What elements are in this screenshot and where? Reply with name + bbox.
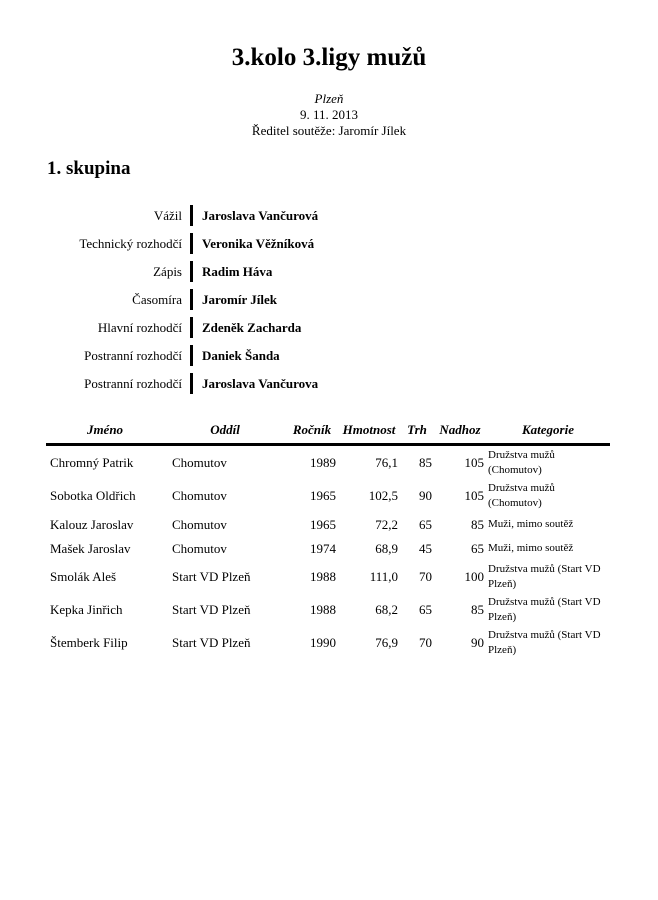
results-table [46,420,610,659]
col-header-year: Ročník [286,420,338,445]
official-role: Technický rozhodčí [79,236,182,251]
cell-weight: 68,2 [375,602,398,617]
cell-clean-jerk: 65 [471,540,484,556]
col-header-name: Jméno [46,420,164,445]
city: Plzeň [314,91,344,106]
cell-club: Start VD Plzeň [172,602,251,617]
table-row [46,512,610,536]
table-header-row [46,420,610,445]
table-row [46,593,610,626]
officials-list [0,204,658,400]
table-row [46,626,610,659]
cell-year: 1988 [310,569,336,584]
cell-year: 1974 [310,540,336,556]
official-row [0,316,658,344]
cell-club: Start VD Plzeň [172,569,251,584]
cell-snatch: 70 [419,569,432,584]
divider-bar [190,261,193,282]
official-role: Postranní rozhodčí [84,348,182,363]
official-role: Hlavní rozhodčí [97,320,182,335]
group-title: 1. skupina [47,158,131,179]
official-row [0,344,658,372]
col-header-clean-jerk: Nadhoz [434,420,486,445]
cell-clean-jerk: 90 [471,635,484,650]
official-row [0,260,658,288]
cell-year: 1988 [310,602,336,617]
cell-weight: 68,9 [375,540,398,556]
cell-weight: 76,9 [375,635,398,650]
cell-weight: 102,5 [368,488,398,503]
col-header-snatch: Trh [400,420,434,445]
cell-clean-jerk: 100 [464,569,484,584]
cell-club: Chomutov [172,455,227,470]
table-row [46,536,610,560]
official-row [0,372,658,400]
cell-category: Družstva mužů (Start VD Plzeň) [488,628,601,656]
cell-category: Družstva mužů (Start VD Plzeň) [488,595,601,623]
table-row [46,560,610,593]
cell-category: Družstva mužů (Chomutov) [488,481,555,509]
cell-snatch: 90 [419,488,432,503]
cell-weight: 72,2 [375,516,398,532]
meta-block [0,91,658,139]
cell-name: Kepka Jinřich [50,602,123,617]
cell-club: Start VD Plzeň [172,635,251,650]
official-row [0,288,658,316]
divider-bar [190,345,193,366]
col-header-category: Kategorie [486,420,610,445]
divider-bar [190,289,193,310]
official-name: Veronika Věžníková [202,236,315,251]
col-header-club: Oddíl [164,420,286,445]
cell-year: 1989 [310,455,336,470]
cell-name: Smolák Aleš [50,569,117,584]
cell-category: Družstva mužů (Start VD Plzeň) [488,562,601,590]
cell-club: Chomutov [172,540,227,556]
cell-clean-jerk: 105 [464,488,484,503]
date: 9. 11. 2013 [299,107,359,122]
divider-bar [190,205,193,226]
official-role: Vážil [153,208,182,223]
divider-bar [190,317,193,338]
page-title: 3.kolo 3.ligy mužů [231,44,427,71]
cell-snatch: 45 [419,540,432,556]
official-name: Jaroslava Vančurová [202,208,319,223]
official-role: Časomíra [132,292,182,307]
cell-category: Družstva mužů (Chomutov) [488,448,555,476]
official-role: Postranní rozhodčí [84,376,182,391]
table-row [46,445,610,480]
official-role: Zápis [153,264,182,279]
divider-bar [190,373,193,394]
official-name: Jaroslava Vančurova [202,376,319,391]
col-header-weight: Hmotnost [338,420,400,445]
divider-bar [190,233,193,254]
cell-snatch: 70 [419,635,432,650]
official-name: Jaromír Jílek [202,292,277,307]
cell-club: Chomutov [172,516,227,532]
cell-clean-jerk: 85 [471,602,484,617]
cell-clean-jerk: 105 [464,455,484,470]
cell-snatch: 85 [419,455,432,470]
official-name: Zdeněk Zacharda [202,320,302,335]
cell-category: Muži, mimo soutěž [488,541,574,554]
official-name: Daniek Šanda [202,348,280,363]
competition-director: Ředitel soutěže: Jaromír Jílek [251,123,407,138]
cell-name: Chromný Patrik [50,455,134,470]
cell-year: 1990 [310,635,336,650]
cell-weight: 76,1 [375,455,398,470]
cell-weight: 111,0 [369,569,398,584]
official-name: Radim Háva [202,264,273,279]
cell-name: Kalouz Jaroslav [50,516,134,532]
cell-clean-jerk: 85 [471,516,484,532]
cell-year: 1965 [310,488,336,503]
official-row [0,232,658,260]
cell-snatch: 65 [419,516,432,532]
cell-snatch: 65 [419,602,432,617]
cell-name: Štemberk Filip [50,635,128,650]
official-row [0,204,658,232]
cell-club: Chomutov [172,488,227,503]
cell-name: Mašek Jaroslav [50,540,131,556]
table-row [46,479,610,512]
cell-category: Muži, mimo soutěž [488,517,574,530]
cell-year: 1965 [310,516,336,532]
cell-name: Sobotka Oldřich [50,488,136,503]
